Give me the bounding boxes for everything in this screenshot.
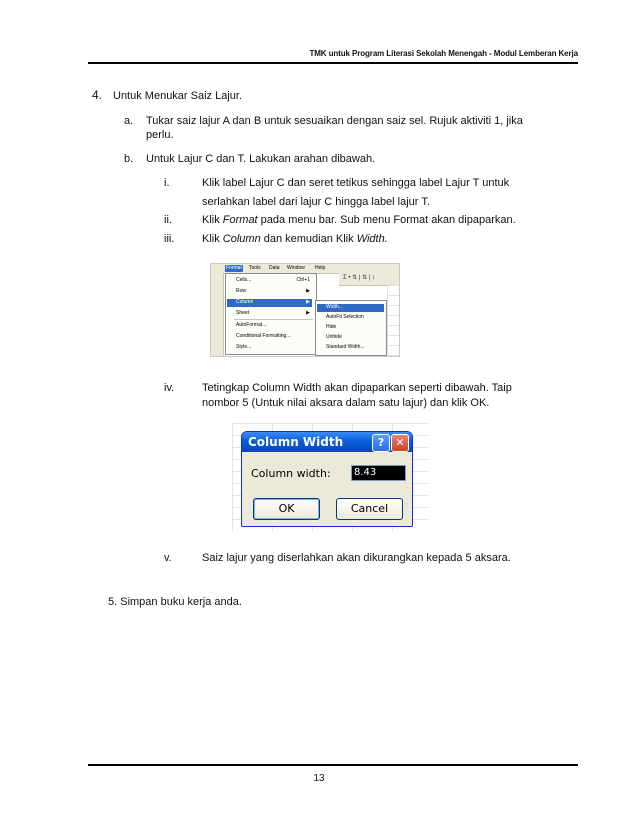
ok-button[interactable]: OK bbox=[253, 498, 320, 520]
submenu-item-hide-label: Hide bbox=[326, 324, 337, 330]
excel-format-menu-screenshot bbox=[210, 263, 400, 357]
step-ii-post: pada menu bar. Sub menu Format akan dipaparkan. bbox=[257, 214, 516, 226]
step-iii-mid: dan kemudian Klik bbox=[260, 233, 357, 245]
format-dropdown bbox=[225, 273, 317, 355]
item-a-line1: Tukar saiz lajur A dan B untuk sesuaikan dengan saiz sel. Rujuk aktiviti 1, jika bbox=[146, 115, 523, 127]
step-ii-format: Format bbox=[222, 214, 258, 226]
close-icon[interactable]: ✕ bbox=[391, 434, 409, 452]
menu-tools[interactable]: Tools bbox=[249, 265, 261, 271]
menu-item-column-label: Column bbox=[236, 299, 254, 305]
column-width-label: Column width: bbox=[251, 467, 331, 480]
submenu-item-unhide[interactable] bbox=[326, 334, 384, 342]
dialog-titlebar[interactable] bbox=[242, 432, 412, 452]
cancel-button[interactable]: Cancel bbox=[336, 498, 403, 520]
step-ii-text bbox=[202, 213, 516, 227]
menu-help[interactable]: Help bbox=[315, 265, 326, 271]
step-ii-number: ii. bbox=[164, 214, 172, 226]
menu-item-row[interactable] bbox=[236, 288, 312, 296]
menu-item-style-label: Style... bbox=[236, 344, 252, 350]
step-ii-pre: Klik bbox=[202, 214, 223, 226]
chevron-right-icon: ▶ bbox=[306, 288, 310, 294]
column-width-dialog-screenshot bbox=[232, 423, 429, 531]
item-b-text: Untuk Lajur C dan T. Lakukan arahan dibawah. bbox=[146, 153, 376, 165]
section-4-number: 4. bbox=[92, 88, 103, 102]
submenu-item-unhide-label: Unhide bbox=[326, 334, 342, 340]
menu-item-row-label: Row bbox=[236, 288, 247, 294]
menu-item-autoformat-label: AutoFormat... bbox=[236, 322, 267, 328]
toolbar-icons[interactable]: Σ • ⇅ | ⇅ | ↕ bbox=[343, 275, 375, 281]
column-width-input[interactable]: 8.43 bbox=[351, 465, 406, 481]
menu-item-cells-label: Cells... bbox=[236, 277, 252, 283]
spreadsheet-grid bbox=[387, 285, 399, 356]
menu-item-conditional-formatting-label: Conditional Formatting... bbox=[236, 333, 291, 339]
step-iv-line1: Tetingkap Column Width akan dipaparkan seperti dibawah. Taip bbox=[202, 382, 512, 394]
menu-data[interactable]: Data bbox=[269, 265, 280, 271]
step-iii-width: Width. bbox=[356, 233, 388, 245]
toolbar-left-strip bbox=[211, 273, 224, 356]
step-v-text: Saiz lajur yang diserlahkan akan dikurangkan kepada 5 aksara. bbox=[202, 552, 511, 564]
chevron-right-icon: ▶ bbox=[306, 299, 310, 305]
menu-item-style[interactable] bbox=[236, 344, 312, 352]
item-a-marker: a. bbox=[124, 115, 134, 127]
submenu-item-standard-width-label: Standard Width... bbox=[326, 344, 365, 350]
section-4-title: Untuk Menukar Saiz Lajur. bbox=[113, 90, 243, 102]
step-i-line1: Klik label Lajur C dan seret tetikus sehingga label Lajur T untuk bbox=[202, 177, 510, 189]
page-number: 13 bbox=[313, 773, 325, 784]
submenu-item-standard-width[interactable] bbox=[326, 344, 384, 352]
step-v-number: v. bbox=[164, 552, 172, 564]
submenu-item-width[interactable] bbox=[317, 304, 384, 312]
chevron-right-icon: ▶ bbox=[306, 310, 310, 316]
menu-window[interactable]: Window bbox=[287, 265, 305, 271]
menu-format[interactable]: Format bbox=[226, 265, 242, 271]
submenu-item-autofit[interactable] bbox=[326, 314, 384, 322]
menu-separator bbox=[234, 319, 313, 320]
step-iii-number: iii. bbox=[164, 233, 175, 245]
menu-item-sheet-label: Sheet bbox=[236, 310, 250, 316]
section-5-text: 5. Simpan buku kerja anda. bbox=[108, 596, 242, 608]
step-iv-number: iv. bbox=[164, 382, 175, 394]
step-iv-line2: nombor 5 (Untuk nilai aksara dalam satu lajur) dan klik OK. bbox=[202, 397, 490, 409]
dialog-title: Column Width bbox=[248, 435, 344, 449]
menu-item-column[interactable] bbox=[227, 299, 312, 307]
step-iii-text bbox=[202, 232, 388, 246]
column-width-dialog bbox=[241, 431, 413, 527]
step-i-number: i. bbox=[164, 177, 170, 189]
footer-rule bbox=[88, 764, 578, 766]
submenu-item-width-label: Width... bbox=[326, 304, 343, 310]
item-b-marker: b. bbox=[124, 153, 134, 165]
header-rule bbox=[88, 62, 578, 64]
menu-item-cells-shortcut: Ctrl+1 bbox=[296, 277, 310, 283]
submenu-item-hide[interactable] bbox=[326, 324, 384, 332]
page-header: TMK untuk Program Literasi Sekolah Menengah - Modul Lemberan Kerja bbox=[309, 49, 578, 58]
column-submenu bbox=[315, 300, 387, 356]
step-i-line2: serlahkan label dari lajur C hingga label lajur T. bbox=[202, 196, 430, 208]
menu-item-cells[interactable] bbox=[236, 277, 312, 285]
menu-item-sheet[interactable] bbox=[236, 310, 312, 318]
help-icon[interactable]: ? bbox=[372, 434, 390, 452]
step-iii-column: Column bbox=[222, 233, 261, 245]
menu-item-conditional-formatting[interactable] bbox=[236, 333, 312, 341]
submenu-item-autofit-label: AutoFit Selection bbox=[326, 314, 364, 320]
menu-item-autoformat[interactable] bbox=[236, 322, 312, 330]
step-iii-pre: Klik bbox=[202, 233, 223, 245]
item-a-line2: perlu. bbox=[146, 129, 174, 141]
